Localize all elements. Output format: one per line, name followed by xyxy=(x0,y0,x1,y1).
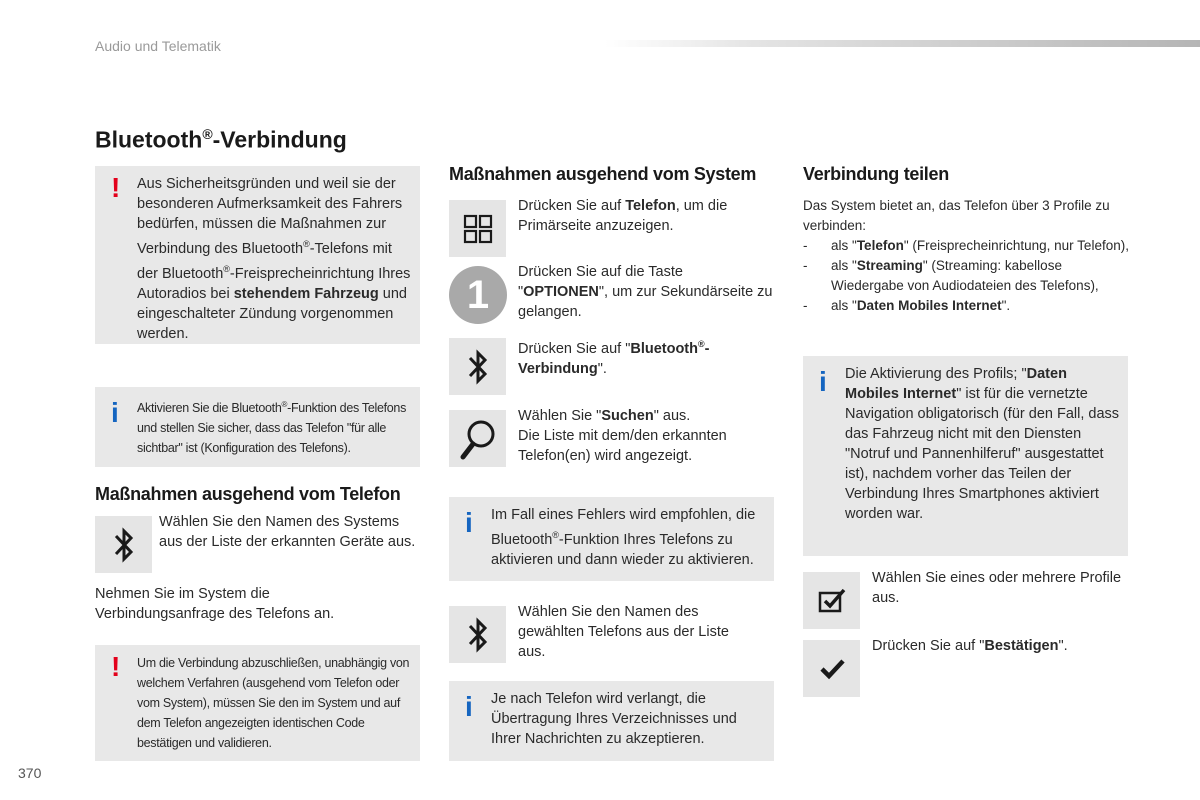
magnifier-icon xyxy=(458,417,498,461)
heading-phone-actions: Maßnahmen ausgehend vom Telefon xyxy=(95,484,401,504)
grid-button[interactable] xyxy=(449,200,506,257)
info-icon: i xyxy=(819,366,827,397)
info-icon: i xyxy=(111,397,119,428)
bluetooth-button-system[interactable] xyxy=(449,338,506,395)
warning-icon: ! xyxy=(111,172,121,203)
header-gradient-bar xyxy=(605,40,1200,47)
phone-step-text: Wählen Sie den Namen des Systems aus der Liste der erkannten Geräte aus. xyxy=(159,514,416,550)
warning-box-safety xyxy=(95,166,420,344)
checkbox-icon xyxy=(817,586,847,616)
info-mobile-data-text: Die Aktivierung des Profils; "Daten Mobiles Internet" ist für die vernetzte Navigation obligatorisch (für den Fall, dass das Fahrzeug nicht mit den Diensten "Notruf und Pannenhilferuf" ausgestattet ist), nachdem vorher das Teilen der Verbindung Ihres Smartphones aktiviert worden war. xyxy=(845,366,1120,522)
bluetooth-button-select[interactable] xyxy=(449,606,506,663)
info-box-error xyxy=(449,497,774,581)
system-step1-text: Drücken Sie auf Telefon, um die Primärseite anzuzeigen. xyxy=(518,198,728,234)
page-number: 370 xyxy=(18,765,42,781)
profiles-list xyxy=(803,236,1133,316)
grid-icon xyxy=(463,214,493,244)
section-title: Audio und Telematik xyxy=(95,38,221,54)
warning-box-code xyxy=(95,645,420,761)
info-activate-text: Aktivieren Sie die Bluetooth®-Funktion des Telefons und stellen Sie sicher, dass das Telefon "für alle sichtbar" ist (Konfiguration des Telefons). xyxy=(137,400,407,456)
warning-code-text: Um die Verbindung abzuschließen, unabhängig von welchem Verfahren (ausgehend vom Telefon oder vom System), müssen Sie den im System und auf dem Telefon angezeigten identischen Code bestätigen und validieren. xyxy=(137,656,410,750)
step-number-circle: 1 xyxy=(449,266,507,324)
bluetooth-icon xyxy=(109,525,139,565)
checkbox-button[interactable] xyxy=(803,572,860,629)
profile-item: - als "Daten Mobiles Internet". xyxy=(803,296,1133,316)
select-profiles-text: Wählen Sie eines oder mehrere Profile aus. xyxy=(872,570,1122,606)
page-title: Bluetooth®-Verbindung xyxy=(95,126,347,153)
profiles-intro-text: Das System bietet an, das Telefon über 3 Profile zu verbinden: - als "Telefon" (Freisprecheinrichtung, nur Telefon), - als "Streaming" (Streaming: kabellose Wiedergabe von Audiodateien des Telefons), - als "Daten Mobiles Internet". xyxy=(803,196,1133,316)
bluetooth-icon xyxy=(463,347,493,387)
info-transfer-text: Je nach Telefon wird verlangt, die Übertragung Ihres Verzeichnisses und Ihrer Nachrichten zu akzeptieren. xyxy=(491,691,737,747)
confirm-text: Drücken Sie auf "Bestätigen". xyxy=(872,638,1068,654)
checkmark-icon xyxy=(817,654,847,684)
heading-system-actions: Maßnahmen ausgehend vom System xyxy=(449,164,757,184)
bluetooth-button-phone[interactable] xyxy=(95,516,152,573)
system-step2-text: Drücken Sie auf die Taste "OPTIONEN", um zur Sekundärseite zu gelangen. xyxy=(518,264,773,320)
info-icon: i xyxy=(465,507,473,538)
info-icon: i xyxy=(465,691,473,722)
profile-item: - als "Streaming" (Streaming: kabellose Wiedergabe von Audiodateien des Telefons), xyxy=(803,256,1133,296)
warning-safety-text: Aus Sicherheitsgründen und weil sie der besonderen Aufmerksamkeit des Fahrers bedürfen, müssen die Maßnahmen zur Verbindung des Bluetooth®-Telefons mit der Bluetooth®-Freisprecheinrichtung Ihres Autoradios bei stehendem Fahrzeug und eingeschalteter Zündung vorgenommen werden. xyxy=(137,176,411,342)
search-button[interactable] xyxy=(449,410,506,467)
confirm-button[interactable] xyxy=(803,640,860,697)
accept-request-text: Nehmen Sie im System die Verbindungsanfrage des Telefons an. xyxy=(95,586,335,622)
info-error-text: Im Fall eines Fehlers wird empfohlen, die Bluetooth®-Funktion Ihres Telefons zu aktivieren und dann wieder zu aktivieren. xyxy=(491,507,756,568)
info-box-activate-bluetooth xyxy=(95,387,420,467)
bluetooth-icon xyxy=(463,615,493,655)
system-step5-text: Wählen Sie den Namen des gewählten Telefons aus der Liste aus. xyxy=(518,604,729,660)
system-step3-text: Drücken Sie auf "Bluetooth®-Verbindung". xyxy=(518,339,710,377)
profile-item: - als "Telefon" (Freisprecheinrichtung, nur Telefon), xyxy=(803,236,1133,256)
system-step4-text: Wählen Sie "Suchen" aus. Die Liste mit dem/den erkannten Telefon(en) wird angezeigt. xyxy=(518,408,727,464)
info-box-mobile-data xyxy=(803,356,1128,556)
info-box-transfer xyxy=(449,681,774,761)
warning-icon: ! xyxy=(111,651,121,682)
heading-share-connection: Verbindung teilen xyxy=(803,164,949,184)
